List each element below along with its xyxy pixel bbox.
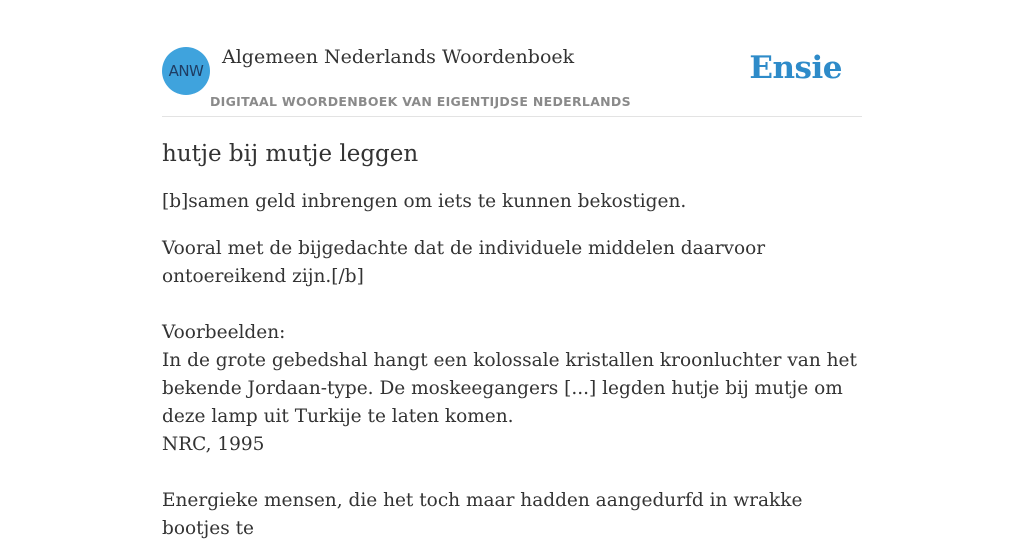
header	[162, 40, 862, 117]
dictionary-title[interactable]: Algemeen Nederlands Woordenboek	[222, 46, 575, 68]
dictionary-subtitle: DIGITAAL WOORDENBOEK VAN EIGENTIJDSE NEDERLANDS	[210, 94, 631, 109]
anw-logo[interactable]: ANW	[162, 47, 210, 95]
entry-content	[162, 138, 862, 543]
entry-term: hutje bij mutje leggen	[162, 141, 419, 167]
entry-definition: [b]samen geld inbrengen om iets te kunnen bekostigen.	[162, 191, 687, 212]
ensie-logo-link[interactable]: Ensie	[749, 50, 842, 86]
entry-note: Vooral met de bijgedachte dat de individuele middelen daarvoor ontoereikend zijn.[/b] Voorbeelden: In de grote gebedshal hangt een kolossale kristallen kroonluchter van het bekende Jordaan-type. De moskeegangers [...] legden hutje bij mutje om deze lamp uit Turkije te laten komen. NRC, 1995 Energieke mensen, die het toch maar hadden aangedurfd in wrakke bootjes te	[162, 238, 857, 539]
